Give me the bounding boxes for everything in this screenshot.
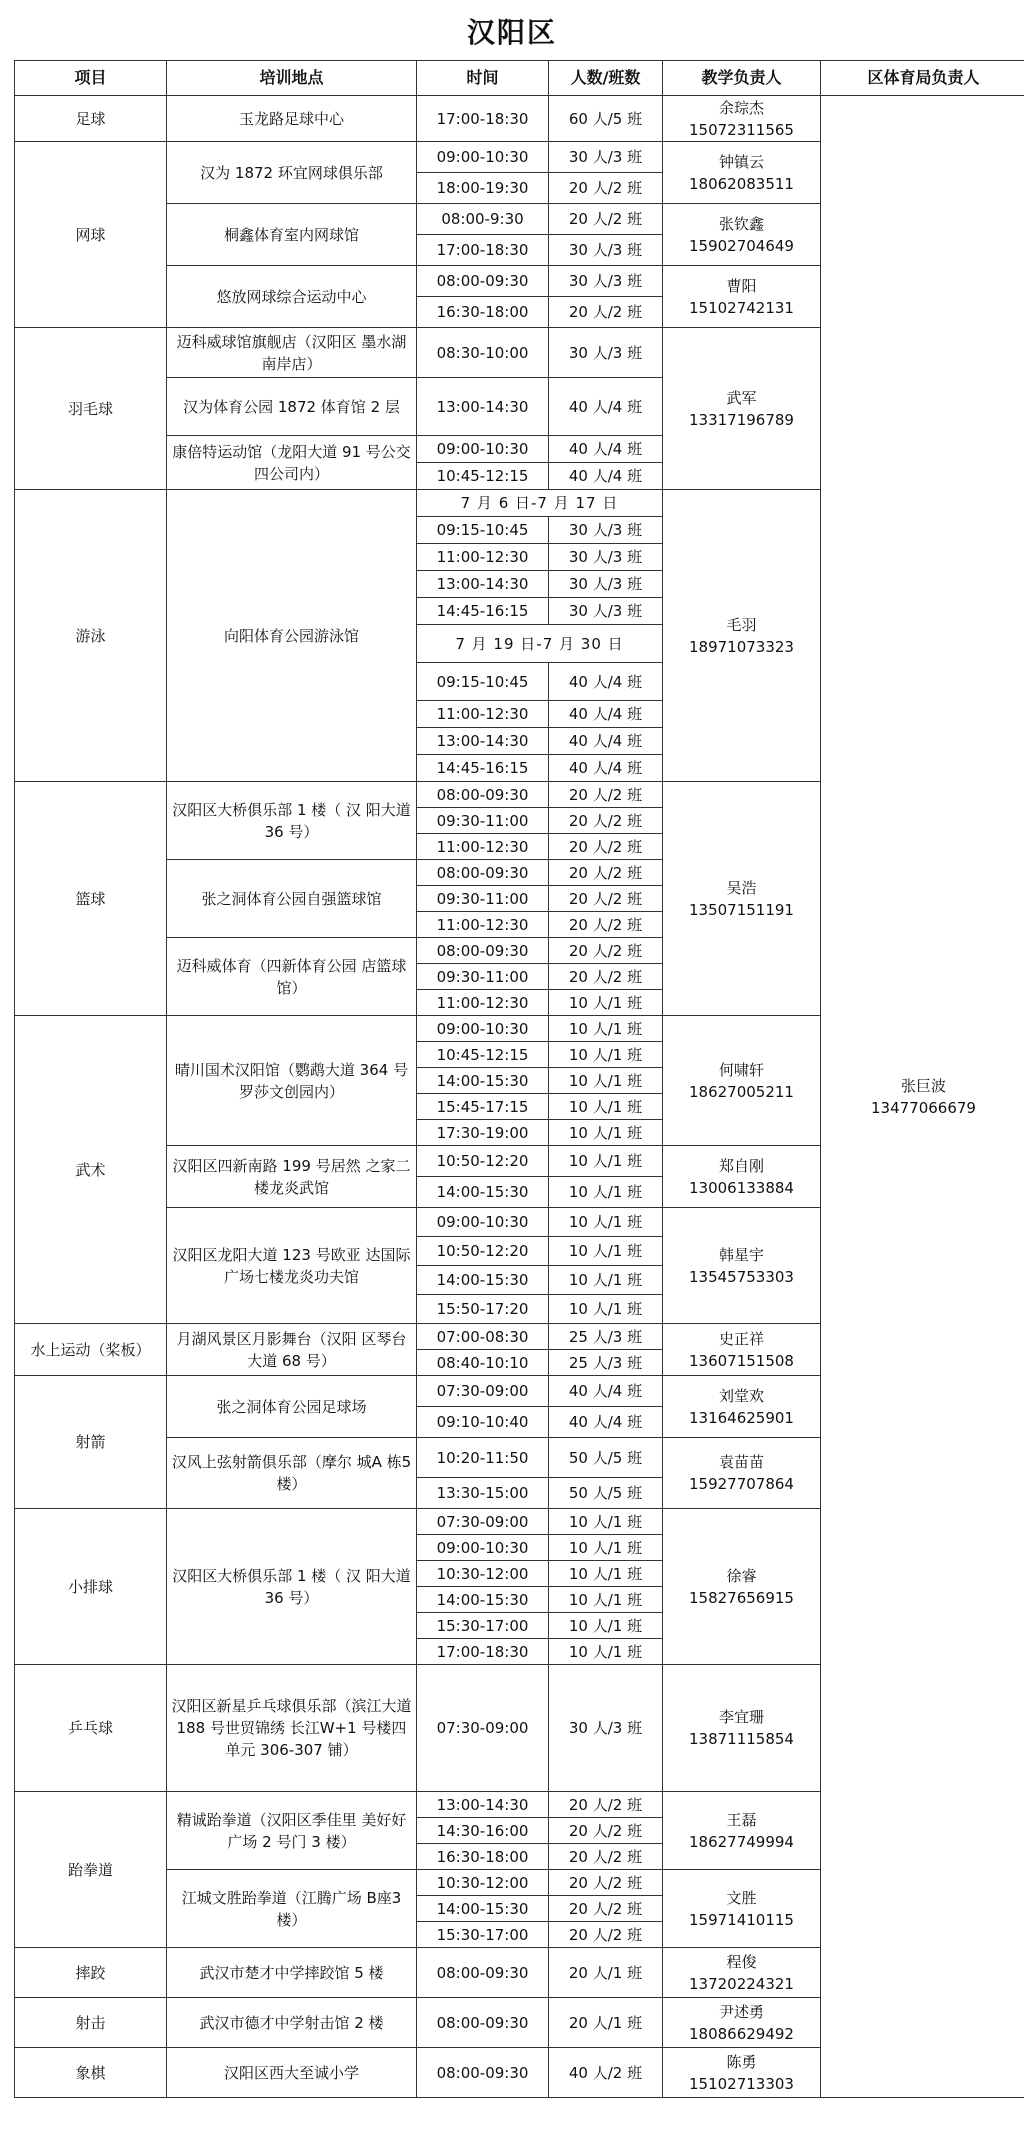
contact-name: 史正祥 [718, 1329, 764, 1348]
sport-cell: 足球 [15, 96, 167, 142]
capacity-cell: 50 人/5 班 [549, 1478, 663, 1509]
time-cell: 15:45-17:15 [417, 1094, 549, 1120]
contact-name: 韩星宇 [718, 1245, 764, 1264]
venue-cell: 桐鑫体育室内网球馆 [167, 204, 417, 266]
time-cell: 09:30-11:00 [417, 808, 549, 834]
time-cell: 09:00-10:30 [417, 1535, 549, 1561]
time-cell: 11:00-12:30 [417, 990, 549, 1016]
capacity-cell: 30 人/3 班 [549, 1665, 663, 1792]
table-body [15, 96, 1024, 2098]
sport-cell: 跆拳道 [15, 1792, 167, 1948]
time-cell: 09:30-11:00 [417, 964, 549, 990]
venue-cell: 汉为体育公园 1872 体育馆 2 层 [167, 378, 417, 436]
teaching-lead-cell [663, 1665, 821, 1792]
venue-cell: 悠放网球综合运动中心 [167, 266, 417, 328]
capacity-cell: 60 人/5 班 [549, 96, 663, 142]
header-venue: 培训地点 [167, 61, 417, 96]
time-cell: 08:30-10:00 [417, 328, 549, 378]
capacity-cell: 10 人/1 班 [549, 1613, 663, 1639]
capacity-cell: 30 人/3 班 [549, 517, 663, 544]
sport-cell: 小排球 [15, 1509, 167, 1665]
time-cell: 13:30-15:00 [417, 1478, 549, 1509]
time-cell: 13:00-14:30 [417, 378, 549, 436]
capacity-cell: 40 人/4 班 [549, 436, 663, 463]
capacity-cell: 10 人/1 班 [549, 1561, 663, 1587]
contact-name: 王磊 [726, 1810, 757, 1829]
time-cell: 08:00-09:30 [417, 782, 549, 808]
contact-name: 陈勇 [726, 2052, 757, 2071]
teaching-lead-cell [663, 1792, 821, 1870]
teaching-lead-cell [663, 328, 821, 490]
capacity-cell: 20 人/2 班 [549, 860, 663, 886]
contact-name: 郑自刚 [718, 1156, 764, 1175]
contact-name: 李宜珊 [718, 1708, 764, 1726]
venue-cell: 汉阳区西大至诚小学 [167, 2048, 417, 2098]
teaching-lead-cell [663, 782, 821, 1016]
teaching-lead-cell [663, 204, 821, 266]
capacity-cell: 10 人/1 班 [549, 1094, 663, 1120]
capacity-cell: 10 人/1 班 [549, 1237, 663, 1266]
time-cell: 07:30-09:00 [417, 1665, 549, 1792]
venue-cell: 张之洞体育公园自强篮球馆 [167, 860, 417, 938]
teaching-lead-cell [663, 142, 821, 204]
teaching-lead-cell [663, 1016, 821, 1146]
time-cell: 14:45-16:15 [417, 598, 549, 625]
time-cell: 08:00-09:30 [417, 860, 549, 886]
contact-name: 刘堂欢 [718, 1386, 764, 1405]
capacity-cell: 40 人/4 班 [549, 728, 663, 755]
capacity-cell: 20 人/2 班 [549, 1896, 663, 1922]
contact-phone: 15102742131 [689, 298, 794, 317]
time-cell: 18:00-19:30 [417, 173, 549, 204]
contact-phone: 15902704649 [689, 236, 794, 255]
capacity-cell: 40 人/4 班 [549, 1407, 663, 1438]
contact-phone: 18971073323 [689, 637, 794, 656]
contact-phone: 18062083511 [689, 174, 794, 193]
time-cell: 09:00-10:30 [417, 1208, 549, 1237]
time-cell: 15:30-17:00 [417, 1613, 549, 1639]
venue-cell: 汉为 1872 环宜网球俱乐部 [167, 142, 417, 204]
time-cell: 14:00-15:30 [417, 1896, 549, 1922]
capacity-cell: 20 人/2 班 [549, 1844, 663, 1870]
teaching-lead-cell [663, 1998, 821, 2048]
contact-name: 张巨波 [900, 1076, 946, 1095]
contact-phone: 13164625901 [689, 1408, 794, 1427]
venue-cell: 汉风上弦射箭俱乐部（摩尔 城A 栋5 楼） [167, 1438, 417, 1509]
time-cell: 08:00-09:30 [417, 938, 549, 964]
header-sport: 项目 [15, 61, 167, 96]
venue-cell: 晴川国术汉阳馆（鹦鹉大道 364 号罗莎文创园内） [167, 1016, 417, 1146]
sport-cell: 网球 [15, 142, 167, 328]
table-header [15, 61, 1024, 96]
sport-cell: 篮球 [15, 782, 167, 1016]
time-cell: 14:00-15:30 [417, 1266, 549, 1295]
capacity-cell: 40 人/4 班 [549, 701, 663, 728]
capacity-cell: 50 人/5 班 [549, 1438, 663, 1478]
contact-phone: 15927707864 [689, 1475, 794, 1493]
header-time: 时间 [417, 61, 549, 96]
capacity-cell: 10 人/1 班 [549, 1177, 663, 1208]
contact-phone: 18627005211 [689, 1082, 794, 1101]
schedule-table [14, 60, 1024, 2098]
contact-phone: 18627749994 [689, 1832, 794, 1851]
header-teaching-lead: 教学负责人 [663, 61, 821, 96]
time-cell: 09:15-10:45 [417, 663, 549, 701]
contact-name: 毛羽 [726, 615, 757, 634]
contact-phone: 15072311565 [689, 120, 794, 139]
time-cell: 16:30-18:00 [417, 297, 549, 328]
venue-cell: 汉阳区大桥俱乐部 1 楼（ 汉 阳大道 36 号） [167, 1509, 417, 1665]
time-cell: 11:00-12:30 [417, 701, 549, 728]
time-cell: 08:00-09:30 [417, 1998, 549, 2048]
time-cell: 09:00-10:30 [417, 1016, 549, 1042]
contact-name: 武军 [726, 388, 757, 407]
page-title: 汉阳区 [466, 16, 557, 49]
capacity-cell: 30 人/3 班 [549, 142, 663, 173]
sport-cell: 羽毛球 [15, 328, 167, 490]
time-cell: 14:00-15:30 [417, 1587, 549, 1613]
capacity-cell: 40 人/4 班 [549, 755, 663, 782]
capacity-cell: 30 人/3 班 [549, 328, 663, 378]
sport-cell: 射击 [15, 1998, 167, 2048]
capacity-cell: 10 人/1 班 [549, 1042, 663, 1068]
capacity-cell: 10 人/1 班 [549, 1295, 663, 1324]
capacity-cell: 40 人/4 班 [549, 663, 663, 701]
time-cell: 10:50-12:20 [417, 1237, 549, 1266]
contact-name: 吴浩 [726, 878, 757, 897]
time-cell: 14:45-16:15 [417, 755, 549, 782]
capacity-cell: 30 人/3 班 [549, 571, 663, 598]
venue-cell: 汉阳区四新南路 199 号居然 之家二楼龙炎武馆 [167, 1146, 417, 1208]
time-cell: 14:00-15:30 [417, 1177, 549, 1208]
capacity-cell: 10 人/1 班 [549, 1266, 663, 1295]
capacity-cell: 20 人/2 班 [549, 938, 663, 964]
time-cell: 10:20-11:50 [417, 1438, 549, 1478]
sport-cell: 象棋 [15, 2048, 167, 2098]
time-cell: 08:00-9:30 [417, 204, 549, 235]
teaching-lead-cell [663, 1324, 821, 1376]
venue-cell: 月湖风景区月影舞台（汉阳 区琴台大道 68 号） [167, 1324, 417, 1376]
time-cell: 08:00-09:30 [417, 2048, 549, 2098]
time-cell: 17:00-18:30 [417, 235, 549, 266]
capacity-cell: 10 人/1 班 [549, 1509, 663, 1535]
time-cell: 14:00-15:30 [417, 1068, 549, 1094]
capacity-cell: 10 人/1 班 [549, 1208, 663, 1237]
venue-cell: 张之洞体育公园足球场 [167, 1376, 417, 1438]
venue-cell: 汉阳区新星乒乓球俱乐部（滨江大道 188 号世贸锦绣 长江W+1 号楼四单元 306-307 铺） [167, 1665, 417, 1792]
venue-cell: 武汉市德才中学射击馆 2 楼 [167, 1998, 417, 2048]
capacity-cell: 30 人/3 班 [549, 266, 663, 297]
capacity-cell: 40 人/4 班 [549, 378, 663, 436]
contact-name: 袁苗苗 [718, 1453, 764, 1471]
contact-phone: 13477066679 [871, 1098, 976, 1117]
capacity-cell: 10 人/1 班 [549, 990, 663, 1016]
venue-cell: 精诚跆拳道（汉阳区季佳里 美好好广场 2 号门 3 楼） [167, 1792, 417, 1870]
capacity-cell: 20 人/1 班 [549, 1948, 663, 1998]
contact-name: 程俊 [726, 1952, 757, 1971]
capacity-cell: 10 人/1 班 [549, 1068, 663, 1094]
teaching-lead-cell [663, 2048, 821, 2098]
time-cell: 13:00-14:30 [417, 571, 549, 598]
capacity-cell: 30 人/3 班 [549, 598, 663, 625]
teaching-lead-cell [663, 1870, 821, 1948]
time-cell: 16:30-18:00 [417, 1844, 549, 1870]
contact-name: 余琮杰 [718, 98, 764, 117]
capacity-cell: 10 人/1 班 [549, 1639, 663, 1665]
capacity-cell: 20 人/2 班 [549, 297, 663, 328]
contact-phone: 15971410115 [689, 1910, 794, 1929]
sport-cell: 射箭 [15, 1376, 167, 1509]
teaching-lead-cell [663, 266, 821, 328]
contact-phone: 15102713303 [689, 2074, 794, 2093]
header-district-lead: 区体育局负责人 [821, 61, 1024, 96]
contact-phone: 13545753303 [689, 1267, 794, 1286]
capacity-cell: 20 人/2 班 [549, 204, 663, 235]
capacity-cell: 10 人/1 班 [549, 1016, 663, 1042]
time-cell: 13:00-14:30 [417, 728, 549, 755]
contact-name: 张钦鑫 [718, 214, 764, 233]
capacity-cell: 20 人/2 班 [549, 173, 663, 204]
time-cell: 07:00-08:30 [417, 1324, 549, 1350]
capacity-cell: 20 人/2 班 [549, 1922, 663, 1948]
teaching-lead-cell [663, 1509, 821, 1665]
time-cell: 13:00-14:30 [417, 1792, 549, 1818]
date-range-cell: 7 月 19 日-7 月 30 日 [417, 625, 663, 663]
teaching-lead-cell [663, 490, 821, 782]
contact-phone: 15827656915 [689, 1588, 794, 1607]
venue-cell: 江城文胜跆拳道（江腾广场 B座3楼） [167, 1870, 417, 1948]
capacity-cell: 20 人/2 班 [549, 834, 663, 860]
time-cell: 15:50-17:20 [417, 1295, 549, 1324]
venue-cell: 迈科威体育（四新体育公园 店篮球馆） [167, 938, 417, 1016]
time-cell: 14:30-16:00 [417, 1818, 549, 1844]
capacity-cell: 20 人/2 班 [549, 1870, 663, 1896]
time-cell: 11:00-12:30 [417, 912, 549, 938]
venue-cell: 汉阳区大桥俱乐部 1 楼（ 汉 阳大道 36 号） [167, 782, 417, 860]
time-cell: 09:15-10:45 [417, 517, 549, 544]
capacity-cell: 40 人/2 班 [549, 2048, 663, 2098]
capacity-cell: 20 人/2 班 [549, 886, 663, 912]
time-cell: 09:00-10:30 [417, 142, 549, 173]
time-cell: 09:10-10:40 [417, 1407, 549, 1438]
capacity-cell: 20 人/2 班 [549, 964, 663, 990]
time-cell: 08:00-09:30 [417, 266, 549, 297]
capacity-cell: 10 人/1 班 [549, 1146, 663, 1177]
capacity-cell: 30 人/3 班 [549, 235, 663, 266]
contact-name: 尹述勇 [718, 2002, 764, 2021]
venue-cell: 武汉市楚才中学摔跤馆 5 楼 [167, 1948, 417, 1998]
date-range-cell: 7 月 6 日-7 月 17 日 [417, 490, 663, 517]
teaching-lead-cell [663, 1438, 821, 1509]
time-cell: 07:30-09:00 [417, 1376, 549, 1407]
table-row [15, 96, 1024, 142]
capacity-cell: 25 人/3 班 [549, 1350, 663, 1376]
contact-name: 徐睿 [726, 1566, 757, 1585]
venue-cell: 康倍特运动馆（龙阳大道 91 号公交四公司内） [167, 436, 417, 490]
capacity-cell: 10 人/1 班 [549, 1535, 663, 1561]
capacity-cell: 20 人/2 班 [549, 912, 663, 938]
time-cell: 10:30-12:00 [417, 1870, 549, 1896]
teaching-lead-cell [663, 96, 821, 142]
capacity-cell: 30 人/3 班 [549, 544, 663, 571]
time-cell: 10:50-12:20 [417, 1146, 549, 1177]
contact-phone: 13720224321 [689, 1974, 794, 1993]
venue-cell: 玉龙路足球中心 [167, 96, 417, 142]
capacity-cell: 10 人/1 班 [549, 1587, 663, 1613]
time-cell: 17:30-19:00 [417, 1120, 549, 1146]
venue-cell: 汉阳区龙阳大道 123 号欧亚 达国际广场七楼龙炎功夫馆 [167, 1208, 417, 1324]
teaching-lead-cell [663, 1948, 821, 1998]
sport-cell: 乒乓球 [15, 1665, 167, 1792]
header-row [15, 61, 1024, 96]
time-cell: 11:00-12:30 [417, 834, 549, 860]
district-lead-cell [821, 96, 1024, 2098]
time-cell: 08:40-10:10 [417, 1350, 549, 1376]
teaching-lead-cell [663, 1146, 821, 1208]
venue-cell: 迈科威球馆旗舰店（汉阳区 墨水湖南岸店） [167, 328, 417, 378]
contact-phone: 18086629492 [689, 2024, 794, 2043]
time-cell: 07:30-09:00 [417, 1509, 549, 1535]
sport-cell: 武术 [15, 1016, 167, 1324]
capacity-cell: 25 人/3 班 [549, 1324, 663, 1350]
capacity-cell: 20 人/1 班 [549, 1998, 663, 2048]
sport-cell: 摔跤 [15, 1948, 167, 1998]
time-cell: 10:45-12:15 [417, 1042, 549, 1068]
sport-cell: 游泳 [15, 490, 167, 782]
time-cell: 08:00-09:30 [417, 1948, 549, 1998]
contact-name: 何啸轩 [718, 1060, 764, 1079]
time-cell: 17:00-18:30 [417, 96, 549, 142]
teaching-lead-cell [663, 1376, 821, 1438]
contact-name: 钟镇云 [718, 152, 764, 171]
time-cell: 09:00-10:30 [417, 436, 549, 463]
contact-phone: 13317196789 [689, 410, 794, 429]
contact-name: 文胜 [726, 1888, 757, 1907]
contact-name: 曹阳 [726, 276, 757, 295]
capacity-cell: 20 人/2 班 [549, 1792, 663, 1818]
teaching-lead-cell [663, 1208, 821, 1324]
time-cell: 17:00-18:30 [417, 1639, 549, 1665]
time-cell: 11:00-12:30 [417, 544, 549, 571]
contact-phone: 13871115854 [689, 1730, 794, 1748]
time-cell: 10:30-12:00 [417, 1561, 549, 1587]
contact-phone: 13006133884 [689, 1178, 794, 1197]
time-cell: 09:30-11:00 [417, 886, 549, 912]
header-capacity: 人数/班数 [549, 61, 663, 96]
time-cell: 10:45-12:15 [417, 463, 549, 490]
contact-phone: 13507151191 [689, 900, 794, 919]
venue-cell: 向阳体育公园游泳馆 [167, 490, 417, 782]
capacity-cell: 10 人/1 班 [549, 1120, 663, 1146]
time-cell: 15:30-17:00 [417, 1922, 549, 1948]
capacity-cell: 20 人/2 班 [549, 808, 663, 834]
sport-cell: 水上运动（桨板） [15, 1324, 167, 1376]
contact-phone: 13607151508 [689, 1351, 794, 1370]
capacity-cell: 20 人/2 班 [549, 1818, 663, 1844]
capacity-cell: 40 人/4 班 [549, 463, 663, 490]
capacity-cell: 20 人/2 班 [549, 782, 663, 808]
capacity-cell: 40 人/4 班 [549, 1376, 663, 1407]
